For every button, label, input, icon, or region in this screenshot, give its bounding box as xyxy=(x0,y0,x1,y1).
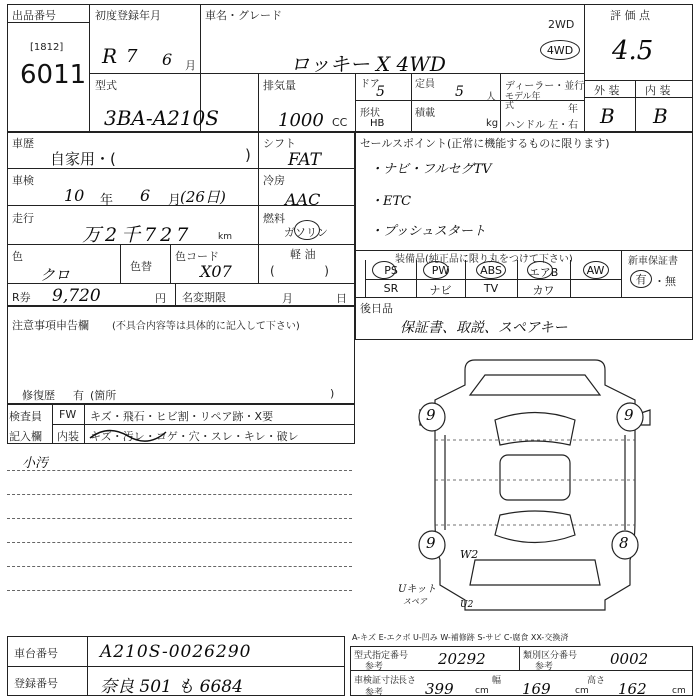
month-unit: 月 xyxy=(185,59,196,72)
divider xyxy=(621,250,622,297)
yen-unit: 円 xyxy=(155,292,166,305)
auction-code: [1812] xyxy=(30,42,64,53)
divider xyxy=(52,404,53,444)
dealer-label: ディーラー・並行 xyxy=(505,81,585,92)
name-change-month: 月 xyxy=(282,292,293,305)
diagram-bottom-note: Uキット xyxy=(398,584,437,595)
repair-close: ) xyxy=(330,387,335,400)
remarks-note: (不具合内容等は具体的に記入して下さい) xyxy=(112,321,300,332)
name-change-label: 名変期限 xyxy=(182,291,226,304)
displacement-label: 排気量 xyxy=(263,79,296,92)
divider xyxy=(411,73,412,132)
later-items-value: 保証書、取説、スペアキー xyxy=(400,320,568,336)
exterior-value: B xyxy=(600,104,615,128)
ac-label: 冷房 xyxy=(263,174,285,187)
diagram-bottom-note2: U2 xyxy=(460,600,474,610)
tire-mark-fl: 9 xyxy=(426,406,436,424)
year-unit: 年 xyxy=(568,104,578,115)
color-value: クロ xyxy=(40,266,71,284)
divider xyxy=(350,670,693,671)
equip-pw-circle xyxy=(423,261,449,279)
height-value: 162 xyxy=(618,680,647,698)
diagram-bottom-sub: スペア xyxy=(403,597,427,606)
width-label: 幅 xyxy=(492,676,502,686)
type-value: 20292 xyxy=(438,650,486,668)
tire-mark-rr: 8 xyxy=(619,534,629,552)
load-label: 積載 xyxy=(415,108,435,119)
displacement-value: 1000 xyxy=(278,110,324,131)
inspection-year-unit: 年 xyxy=(100,193,114,208)
dims-ref-label: 参考 xyxy=(365,688,384,698)
person-unit: 人 xyxy=(486,92,496,103)
first-reg-month: 6 xyxy=(162,50,173,69)
length-value: 399 xyxy=(425,680,454,698)
divider xyxy=(89,4,90,132)
height-label: 高さ xyxy=(587,676,606,686)
km-unit: km xyxy=(218,232,232,242)
equip-tv: TV xyxy=(483,282,499,295)
first-reg-year: 7 xyxy=(126,46,138,67)
inspection-day: (26日) xyxy=(180,188,226,206)
mileage-value: 万2千727 xyxy=(82,224,193,246)
divider xyxy=(7,666,345,667)
equip-airbag: エアB xyxy=(528,266,559,279)
color-label: 色 xyxy=(12,250,23,263)
score-value: 4.5 xyxy=(612,36,654,66)
doors-label: ドア xyxy=(360,79,380,90)
later-items-label: 後日品 xyxy=(360,302,393,315)
interior-label: 内 装 xyxy=(645,84,671,97)
color-code-value: X07 xyxy=(200,262,232,281)
chassis-label: 車台番号 xyxy=(14,647,58,660)
inspector-label-2: 記入欄 xyxy=(9,430,42,443)
class-ref-label: 参考 xyxy=(535,662,554,672)
remarks-label: 注意事項申告欄 xyxy=(12,319,89,332)
dashed-line xyxy=(7,470,352,471)
fuel-label: 燃料 xyxy=(263,212,285,225)
inspection-year: 10 xyxy=(64,186,85,205)
equip-ps: PS xyxy=(384,264,398,277)
divider xyxy=(258,132,259,283)
inspection-label: 車検 xyxy=(12,174,34,187)
divider xyxy=(87,636,88,696)
inspection-month-unit: 月 xyxy=(168,193,182,208)
history-value: 自家用・( xyxy=(50,150,116,168)
mileage-label: 走行 xyxy=(12,212,34,225)
history-close: ) xyxy=(245,146,251,164)
capacity-label: 定員 xyxy=(415,79,435,90)
color-code-label: 色コード xyxy=(175,250,219,263)
shift-label: シフト xyxy=(263,137,296,150)
repair-label: 修復歴 xyxy=(22,389,55,402)
divider xyxy=(84,404,85,444)
chassis-value: A210S-0026290 xyxy=(100,642,252,662)
repair-value: 有 xyxy=(73,389,84,402)
kg-unit: kg xyxy=(486,118,499,129)
divider xyxy=(355,100,584,101)
height-unit: cm xyxy=(672,686,686,696)
first-reg-label: 初度登録年月 xyxy=(95,9,161,22)
reg-label: 登録番号 xyxy=(14,677,58,690)
warranty-label: 新車保証書 xyxy=(628,256,678,267)
fw-items: キズ・飛石・ヒビ割・リペア跡・X要 xyxy=(90,410,274,423)
selling-point-1: ・ナビ・フルセグTV xyxy=(370,162,492,177)
divider xyxy=(584,4,585,132)
equip-aw-circle xyxy=(583,261,609,279)
lot-number: 6011 xyxy=(20,60,87,90)
equip-abs: ABS xyxy=(480,264,502,277)
reg-value: 奈良 501 も 6684 xyxy=(100,677,243,697)
fw-label: FW xyxy=(59,408,77,421)
fuel-diesel: 軽 油 xyxy=(290,248,316,261)
type-label: 型式指定番号 xyxy=(354,651,409,661)
equip-pw: PW xyxy=(431,264,450,277)
divider xyxy=(120,244,121,283)
length-label: 長さ xyxy=(398,676,417,686)
ac-value: AAC xyxy=(285,190,321,209)
length-unit: cm xyxy=(475,686,489,696)
dashed-line xyxy=(7,566,352,567)
divider xyxy=(258,73,259,132)
dashed-line xyxy=(7,494,352,495)
drive-4wd: 4WD xyxy=(540,40,580,60)
interior-value: B xyxy=(653,104,668,128)
car-diagram xyxy=(400,345,670,620)
inspector-label-1: 検査員 xyxy=(9,410,42,423)
equip-leather: カワ xyxy=(532,284,555,297)
exterior-label: 外 装 xyxy=(594,84,620,97)
legend-text: A-キズ E-エクボ U-凹み W-補修跡 S-サビ C-腐食 XX-交換済 xyxy=(352,633,569,642)
handle-label: ハンドル 左・右 xyxy=(505,120,579,131)
divider xyxy=(500,73,501,132)
first-reg-era: R xyxy=(102,44,118,68)
capacity-value: 5 xyxy=(455,84,464,100)
width-unit: cm xyxy=(575,686,589,696)
class-label: 類別区分番号 xyxy=(523,651,578,661)
tire-mark-rl: 9 xyxy=(426,534,436,552)
divider xyxy=(519,646,520,670)
repair-location: (箇所 xyxy=(90,389,117,402)
equip-sr: SR xyxy=(383,282,399,295)
equipment-label: 装備品(純正品に限り丸をつけて下さい) xyxy=(395,254,573,265)
width-value: 169 xyxy=(522,680,551,698)
divider xyxy=(635,80,636,132)
recycle-value: 9,720 xyxy=(52,286,101,306)
diagram-note-w: W2 xyxy=(460,548,479,561)
equip-ps-circle xyxy=(372,261,396,279)
interior-insp-items: キズ・汚レ・コゲ・穴・スレ・キレ・破レ xyxy=(90,430,299,443)
shape-label: 形状 xyxy=(360,108,380,119)
color-change-label: 色替 xyxy=(130,260,152,273)
score-label: 評 価 点 xyxy=(610,9,650,22)
interior-handwritten-mark xyxy=(88,424,168,444)
selling-point-2: ・ETC xyxy=(370,194,412,209)
handwritten-note: 小汚 xyxy=(22,456,49,471)
fuel-gasoline: ガソリン xyxy=(284,226,328,239)
name-grade-value: ロッキー X 4WD xyxy=(290,52,446,76)
divider xyxy=(365,279,621,280)
tire-mark-fr: 9 xyxy=(624,406,634,424)
equip-abs-circle xyxy=(476,261,506,279)
class-value: 0002 xyxy=(610,650,649,668)
equip-airbag-circle xyxy=(527,261,553,279)
drive-2wd: 2WD xyxy=(548,18,575,31)
name-change-day: 日 xyxy=(336,292,347,305)
divider xyxy=(355,73,356,132)
dashed-line xyxy=(7,542,352,543)
interior-insp-label: 内装 xyxy=(57,430,79,443)
doors-value: 5 xyxy=(376,84,385,100)
dims-label: 車検証寸法 xyxy=(354,676,400,686)
equip-aw: AW xyxy=(586,264,605,277)
fuel-gasoline-circle xyxy=(294,220,320,240)
shift-value: FAT xyxy=(288,150,322,170)
recycle-label: R券 xyxy=(12,291,31,304)
model-label: 型式 xyxy=(95,79,117,92)
cc-unit: CC xyxy=(332,116,348,129)
fuel-bracket: ( ) xyxy=(270,264,329,278)
divider xyxy=(584,80,693,81)
shape-value: HB xyxy=(370,118,385,129)
name-grade-label: 車名・グレード xyxy=(205,9,282,22)
dashed-line xyxy=(7,518,352,519)
warranty-yes: 有 xyxy=(630,270,652,288)
model-year-label: モデル年式 xyxy=(505,92,541,111)
equip-navi: ナビ xyxy=(429,284,452,297)
model-value: 3BA-A210S xyxy=(104,106,219,130)
warranty-no: ・無 xyxy=(654,275,676,288)
history-label: 車歴 xyxy=(12,137,34,150)
dashed-line xyxy=(7,590,352,591)
selling-point-3: ・プッシュスタート xyxy=(370,224,486,239)
inspection-month: 6 xyxy=(140,186,151,205)
lot-label: 出品番号 xyxy=(12,9,56,22)
type-ref-label: 参考 xyxy=(365,662,384,672)
divider xyxy=(170,244,171,283)
selling-points-label: セールスポイント(正常に機能するものに限ります) xyxy=(360,137,610,150)
divider xyxy=(175,283,176,306)
